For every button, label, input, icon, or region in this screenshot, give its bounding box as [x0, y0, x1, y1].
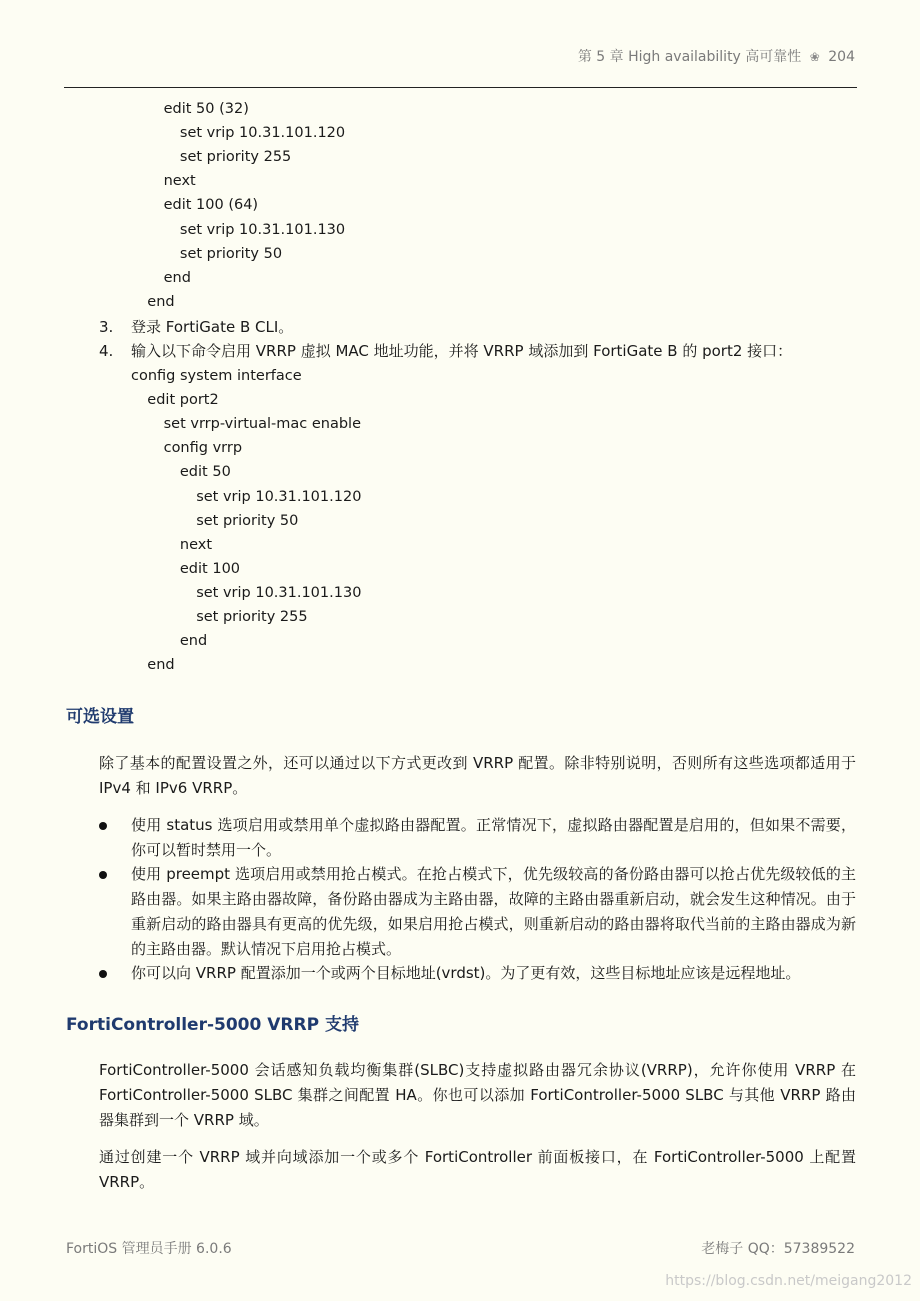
step-text: 输入以下命令启用 VRRP 虚拟 MAC 地址功能，并将 VRRP 域添加到 FortiGate B 的 port2 接口： [131, 342, 793, 360]
fc-paragraph-1: FortiController-5000 会话感知负载均衡集群(SLBC)支持虚拟路由器冗余协议(VRRP)，允许你使用 VRRP 在 FortiController-5000 SLBC 集群之间配置 HA。你也可以添加 FortiController-5000 SLBC 与其他 VRRP 路由器集群到一个 VRRP 域。 [99, 1061, 856, 1129]
code-line: end [179, 633, 208, 650]
bullet-text: 使用 status 选项启用或禁用单个虚拟路由器配置。正常情况下，虚拟路由器配置是启用的，但如果不需要，你可以暂时禁用一个。 [131, 816, 856, 859]
bullet-text: 你可以向 VRRP 配置添加一个或两个目标地址(vrdst)。为了更有效，这些目标地址应该是远程地址。 [131, 964, 801, 982]
code-line: edit 100 (64) [163, 197, 259, 214]
section-title-optional: 可选设置 [66, 707, 134, 727]
code-line: set vrip 10.31.101.120 [196, 488, 362, 505]
code-line: set vrip 10.31.101.130 [196, 584, 362, 601]
code-line: next [163, 173, 196, 190]
code-line: set priority 50 [196, 512, 299, 529]
bullet-icon [99, 822, 107, 830]
fc-paragraph-2: 通过创建一个 VRRP 域并向域添加一个或多个 FortiController 前面板接口，在 FortiController-5000 上配置 VRRP。 [99, 1148, 856, 1191]
code-line: edit port2 [147, 392, 219, 409]
footer-right: 老梅子 QQ：57389522 [701, 1241, 855, 1257]
bullet-icon [99, 970, 107, 978]
bullet-text: 使用 preempt 选项启用或禁用抢占模式。在抢占模式下，优先级较高的备份路由器可以抢占优先级较低的主路由器。如果主路由器故障，备份路由器成为主路由器，故障的主路由器重新启动，就会发生这种情况。由于重新启动的路由器具有更高的优先级，如果启用抢占模式，则重新启动的路由器将取代当前的主路由器成为新的主路由器。默认情况下启用抢占模式。 [131, 865, 856, 958]
flower-icon: ❀ [809, 50, 820, 64]
code-line: end [147, 657, 175, 674]
code-line: next [179, 536, 213, 553]
footer-left: FortiOS 管理员手册 6.0.6 [66, 1241, 232, 1257]
page-header [578, 46, 855, 66]
page-number: 204 [828, 49, 855, 65]
code-line: set priority 255 [179, 149, 292, 166]
code-line: end [163, 269, 191, 286]
code-line: end [147, 293, 175, 310]
step-number: 4. [99, 342, 114, 360]
step-number: 3. [99, 318, 114, 336]
step-text: 登录 FortiGate B CLI。 [131, 318, 294, 336]
code-line: edit 100 [179, 560, 241, 577]
section-title-fortocontroller: FortiController-5000 VRRP 支持 [66, 1015, 359, 1035]
code-line: set vrip 10.31.101.120 [179, 125, 346, 142]
bullet-icon [99, 871, 107, 879]
bullet-item-vrdst [99, 961, 856, 986]
optional-intro-paragraph: 除了基本的配置设置之外，还可以通过以下方式更改到 VRRP 配置。除非特别说明，否则所有这些选项都适用于 IPv4 和 IPv6 VRRP。 [99, 754, 856, 797]
bullet-item-status [99, 813, 856, 863]
code-line: set vrip 10.31.101.130 [179, 221, 346, 238]
code-line: set priority 50 [179, 245, 283, 262]
watermark: https://blog.csdn.net/meigang2012 [665, 1273, 912, 1289]
code-line: edit 50 (32) [163, 101, 249, 117]
bullet-item-preempt [99, 862, 856, 962]
code-line: config vrrp [163, 440, 243, 457]
chapter-title: 第 5 章 High availability 高可靠性 [577, 49, 802, 65]
code-line: set priority 255 [196, 609, 308, 625]
code-line: edit 50 [179, 464, 231, 481]
code-line: config system interface [131, 368, 302, 384]
code-line: set vrrp-virtual-mac enable [163, 416, 361, 433]
header-rule [64, 87, 857, 88]
